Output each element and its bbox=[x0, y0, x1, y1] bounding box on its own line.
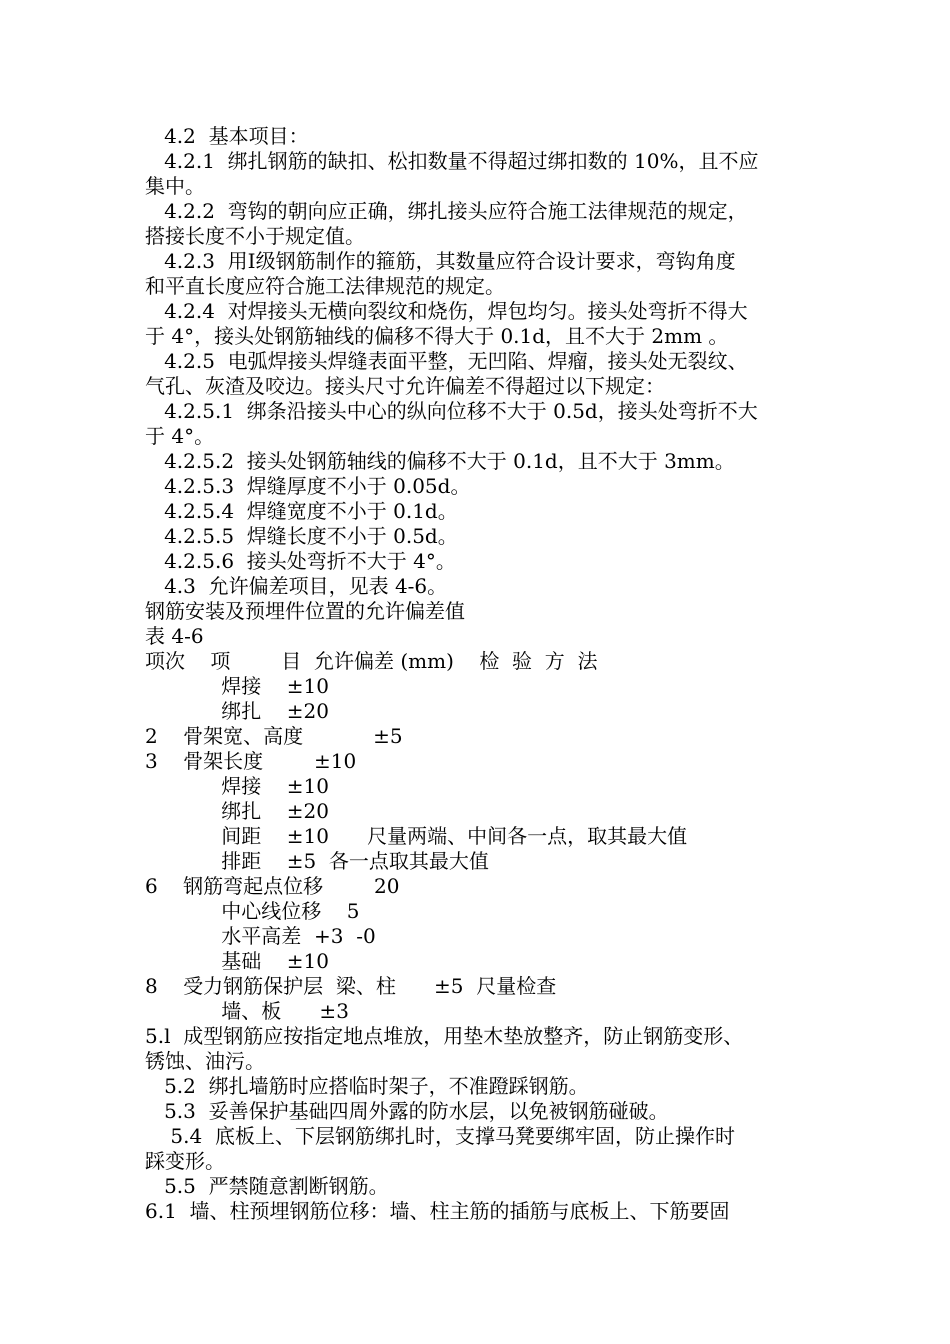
table-row: 6 钢筋弯起点位移 20 bbox=[145, 874, 400, 898]
text-line: 气孔、灰渣及咬边。接头尺寸允许偏差不得超过以下规定： bbox=[145, 374, 665, 398]
text-line: 6.1 墙、柱预埋钢筋位移：墙、柱主筋的插筋与底板上、下筋要固 bbox=[145, 1199, 730, 1223]
table-row: 墙、板 ±3 bbox=[145, 999, 349, 1023]
text-line: 4.2 基本项目： bbox=[145, 124, 309, 148]
text-line: 4.2.3 用Ⅰ级钢筋制作的箍筋，其数量应符合设计要求，弯钩角度 bbox=[145, 249, 736, 273]
text-line: 4.2.1 绑扎钢筋的缺扣、松扣数量不得超过绑扣数的 10%，且不应 bbox=[145, 149, 759, 173]
text-line: 5.l 成型钢筋应按指定地点堆放，用垫木垫放整齐，防止钢筋变形、 bbox=[145, 1024, 744, 1048]
text-line: 锈蚀、油污。 bbox=[145, 1049, 265, 1073]
text-line: 5.5 严禁随意割断钢筋。 bbox=[145, 1174, 389, 1198]
text-line: 4.2.5.4 焊缝宽度不小于 0.1d。 bbox=[145, 499, 458, 523]
table-row: 2 骨架宽、高度 ±5 bbox=[145, 724, 403, 748]
table-row: 绑扎 ±20 bbox=[145, 699, 329, 723]
table-row: 水平高差 +3 -0 bbox=[145, 924, 376, 948]
table-row: 间距 ±10 尺量两端、中间各一点，取其最大值 bbox=[145, 824, 688, 848]
text-line: 4.2.5.3 焊缝厚度不小于 0.05d。 bbox=[145, 474, 471, 498]
table-row: 中心线位移 5 bbox=[145, 899, 360, 923]
table-header: 项次 项 目 允许偏差 (mm) 检 验 方 法 bbox=[145, 649, 598, 673]
text-line: 4.2.4 对焊接头无横向裂纹和烧伤，焊包均匀。接头处弯折不得大 bbox=[145, 299, 748, 323]
text-line: 4.2.2 弯钩的朝向应正确，绑扎接头应符合施工法律规范的规定， bbox=[145, 199, 748, 223]
table-number: 表 4-6 bbox=[145, 624, 204, 648]
text-line: 4.2.5.1 绑条沿接头中心的纵向位移不大于 0.5d，接头处弯折不大 bbox=[145, 399, 758, 423]
text-line: 5.2 绑扎墙筋时应搭临时架子，不准蹬踩钢筋。 bbox=[145, 1074, 589, 1098]
table-row: 基础 ±10 bbox=[145, 949, 329, 973]
text-line: 4.2.5.5 焊缝长度不小于 0.5d。 bbox=[145, 524, 458, 548]
text-line: 4.3 允许偏差项目，见表 4-6。 bbox=[145, 574, 448, 598]
text-line: 4.2.5.6 接头处弯折不大于 4°。 bbox=[145, 549, 456, 573]
text-line: 5.4 底板上、下层钢筋绑扎时，支撑马凳要绑牢固，防止操作时 bbox=[145, 1124, 735, 1148]
table-row: 焊接 ±10 bbox=[145, 674, 329, 698]
text-line: 踩变形。 bbox=[145, 1149, 225, 1173]
table-caption: 钢筋安装及预埋件位置的允许偏差值 bbox=[145, 599, 465, 623]
table-row: 绑扎 ±20 bbox=[145, 799, 329, 823]
text-line: 4.2.5 电弧焊接头焊缝表面平整，无凹陷、焊瘤，接头处无裂纹、 bbox=[145, 349, 748, 373]
text-line: 5.3 妥善保护基础四周外露的防水层，以免被钢筋碰破。 bbox=[145, 1099, 669, 1123]
text-line: 和平直长度应符合施工法律规范的规定。 bbox=[145, 274, 505, 298]
table-row: 焊接 ±10 bbox=[145, 774, 329, 798]
table-row: 排距 ±5 各一点取其最大值 bbox=[145, 849, 489, 873]
text-line: 集中。 bbox=[145, 174, 205, 198]
text-line: 搭接长度不小于规定值。 bbox=[145, 224, 365, 248]
text-line: 于 4°。 bbox=[145, 424, 215, 448]
text-line: 于 4°，接头处钢筋轴线的偏移不得大于 0.1d，且不大于 2mm 。 bbox=[145, 324, 729, 348]
table-row: 3 骨架长度 ±10 bbox=[145, 749, 357, 773]
text-line: 4.2.5.2 接头处钢筋轴线的偏移不大于 0.1d，且不大于 3mm。 bbox=[145, 449, 735, 473]
table-row: 8 受力钢筋保护层 梁、柱 ±5 尺量检查 bbox=[145, 974, 557, 998]
